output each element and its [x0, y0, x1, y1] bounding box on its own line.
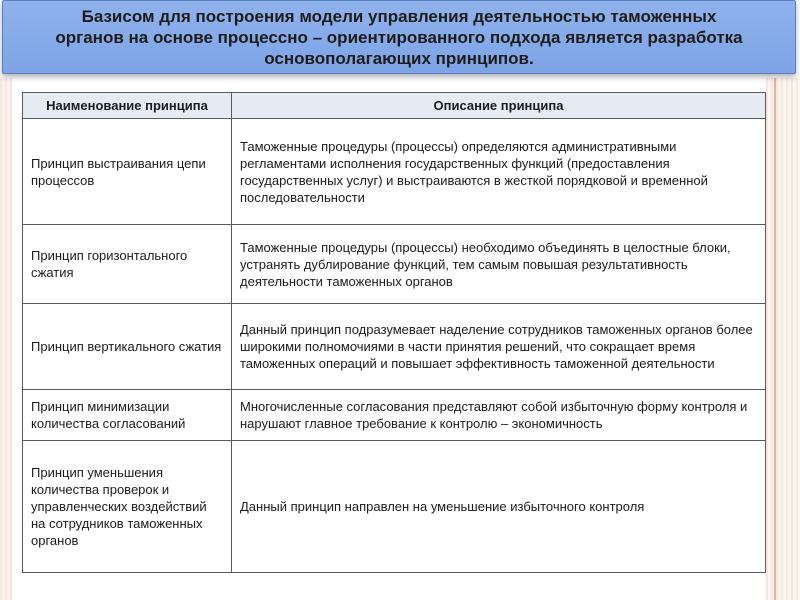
principle-description: Данный принцип подразумевает наделение сотрудников таможенных органов более широкими полномочиями в части принятия решений, что сокращает время таможенных операций и повышает эффективность таможенной деятельности	[232, 304, 766, 390]
principle-description: Данный принцип направлен на уменьшение избыточного контроля	[232, 441, 766, 573]
table-row	[23, 225, 766, 304]
left-decorative-stripes	[0, 78, 12, 600]
column-header-description: Описание принципа	[232, 93, 766, 119]
title-line-3: основополагающих принципов.	[264, 49, 534, 68]
principle-description: Многочисленные согласования представляют собой избыточную форму контроля и нарушают главное требование к контролю – экономичность	[232, 390, 766, 441]
principle-name: Принцип минимизации количества согласований	[23, 390, 232, 441]
right-decorative-stripes	[766, 78, 800, 600]
table-row	[23, 441, 766, 573]
table-row	[23, 390, 766, 441]
table-row	[23, 304, 766, 390]
principle-name: Принцип уменьшения количества проверок и управленческих воздействий на сотрудников таможенных органов	[23, 441, 232, 573]
title-line-1: Базисом для построения модели управления деятельностью таможенных	[81, 7, 717, 26]
principle-description: Таможенные процедуры (процессы) необходимо объединять в целостные блоки, устранять дублирование функций, тем самым повышая результативность деятельности таможенных органов	[232, 225, 766, 304]
table-row	[23, 119, 766, 225]
column-header-name: Наименование принципа	[23, 93, 232, 119]
principle-description: Таможенные процедуры (процессы) определяются административными регламентами исполнения государственных функций (предоставления государственных услуг) и выстраиваются в жесткой порядковой и временной последовательности	[232, 119, 766, 225]
principle-name: Принцип вертикального сжатия	[23, 304, 232, 390]
title-line-2: органов на основе процессно – ориентированного подхода является разработка	[55, 28, 743, 47]
slide-title	[2, 0, 796, 74]
principle-name: Принцип выстраивания цепи процессов	[23, 119, 232, 225]
principles-table	[22, 92, 766, 573]
table-header-row	[23, 93, 766, 119]
principle-name: Принцип горизонтального сжатия	[23, 225, 232, 304]
